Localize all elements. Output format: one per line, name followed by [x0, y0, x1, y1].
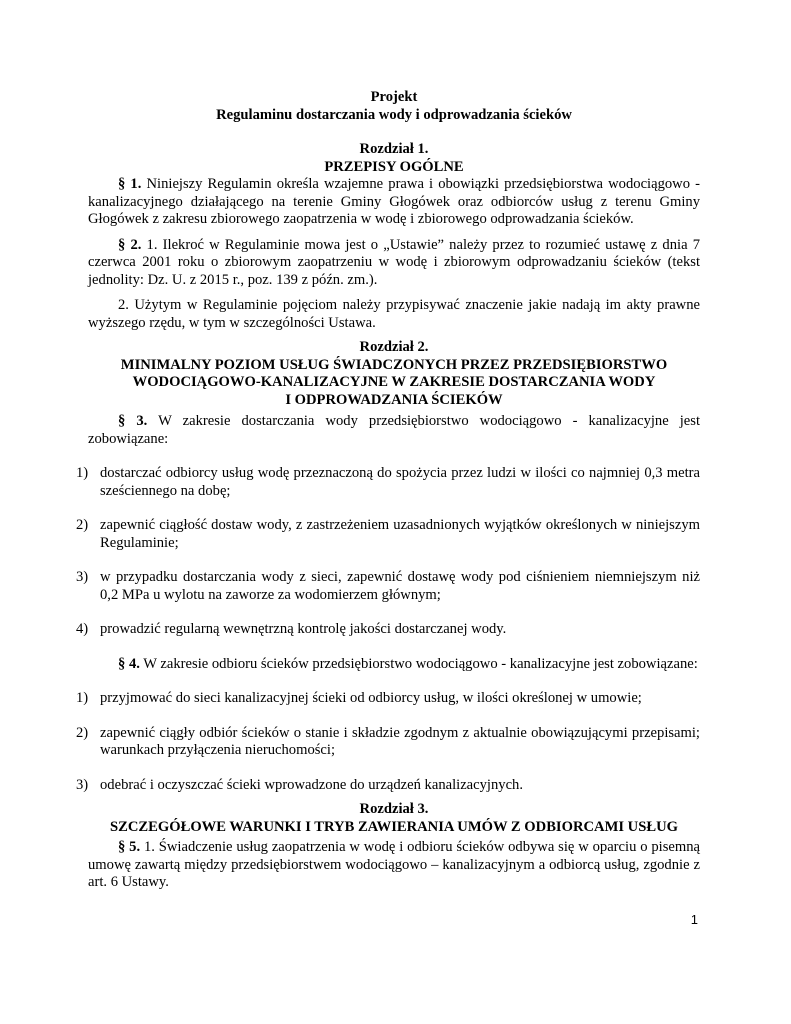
chapter-1-label: Rozdział 1.: [359, 141, 429, 157]
document-label: Projekt: [370, 89, 418, 105]
list-item-text: zapewnić ciągłość dostaw wody, z zastrzeżeniem uzasadnionych wyjątków określonych w niniejszym Regulaminie;: [100, 517, 700, 551]
section-1-text: Niniejszy Regulamin określa wzajemne prawa i obowiązki przedsiębiorstwa wodociągowo - kanalizacyjnego działającego na terenie Gminy Głogówek oraz odbiorców usług z terenu Gminy Głogówek z zakresu zbiorowego zaopatrzenia w wodę i zbiorowego odprowadzania ścieków.: [88, 176, 701, 227]
section-1: [88, 176, 700, 229]
section-4-mark: § 4.: [118, 655, 140, 672]
section-5-mark: § 5.: [118, 839, 141, 855]
list-number: 3): [76, 569, 89, 585]
section-4-item-2: [76, 724, 700, 760]
section-4-item-3: [76, 776, 700, 795]
list-number: 3): [76, 776, 89, 793]
document-body: [76, 89, 701, 892]
section-4: [88, 656, 700, 674]
section-3-item-4: [76, 621, 700, 639]
section-1-mark: § 1.: [118, 176, 142, 192]
section-3: [88, 413, 700, 448]
list-number: 2): [76, 517, 89, 533]
section-3-item-2: [76, 517, 700, 552]
section-4-text: W zakresie odbioru ścieków przedsiębiorstwo wodociągowo - kanalizacyjne jest zobowiązane:: [139, 655, 698, 672]
list-item-text: przyjmować do sieci kanalizacyjnej ścieki od odbiorcy usług, w ilości określonej w umowie;: [100, 690, 642, 706]
section-2-text: 1. Ilekroć w Regulaminie mowa jest o „Ustawie” należy przez to rozumieć ustawę z dnia 7 czerwca 2001 roku o zbiorowym zaopatrzeniu w wodę i zbiorowym odprowadzaniu ścieków (tekst jednolity: Dz. U. z 2015 r., poz. 139 z późn. zm.).: [88, 236, 701, 288]
section-5-text: 1. Świadczenie usług zaopatrzenia w wodę i odbioru ścieków odbywa się w oparciu o pisemną umowę zawartą między przedsiębiorstwem wodociągowo – kanalizacyjnym a odbiorcą usług, zgodnie z art. 6 Ustawy.: [88, 839, 701, 890]
list-number: 2): [76, 724, 89, 741]
section-3-text: W zakresie dostarczania wody przedsiębiorstwo wodociągowo - kanalizacyjne jest zobowiązane:: [88, 413, 701, 447]
chapter-2-title-line-3: I ODPROWADZANIA ŚCIEKÓW: [285, 391, 503, 408]
list-item-text: odebrać i oczyszczać ścieki wprowadzone do urządzeń kanalizacyjnych.: [100, 776, 523, 793]
list-number: 1): [76, 465, 89, 481]
chapter-2-label: Rozdział 2.: [359, 339, 429, 355]
chapter-2-title-line-2: WODOCIĄGOWO-KANALIZACYJNE W ZAKRESIE DOSTARCZANIA WODY: [132, 374, 656, 390]
list-number: 1): [76, 690, 89, 706]
section-2-paragraph-2: 2. Użytym w Regulaminie pojęciom należy przypisywać znaczenie jakie nadają im akty prawne wyższego rzędu, w tym w szczególności Ustawa.: [88, 297, 700, 331]
list-item-text: prowadzić regularną wewnętrzną kontrolę jakości dostarczanej wody.: [100, 621, 507, 637]
chapter-2-title-line-1: MINIMALNY POZIOM USŁUG ŚWIADCZONYCH PRZEZ PRZEDSIĘBIORSTWO: [120, 356, 668, 373]
section-3-mark: § 3.: [118, 413, 148, 429]
section-3-item-1: [76, 465, 700, 500]
section-2: [88, 237, 700, 290]
chapter-3-label: Rozdział 3.: [359, 801, 429, 817]
list-item-text: w przypadku dostarczania wody z sieci, zapewnić dostawę wody pod ciśnieniem niemniejszym niż 0,2 MPa u wylotu na zaworze za wodomierzem głównym;: [100, 569, 700, 603]
list-number: 4): [76, 621, 89, 637]
list-item-text: zapewnić ciągły odbiór ścieków o stanie i składzie zgodnym z aktualnie obowiązującymi przepisami; warunkach przyłączenia nieruchomości;: [100, 724, 700, 758]
chapter-3-title: SZCZEGÓŁOWE WARUNKI I TRYB ZAWIERANIA UMÓW Z ODBIORCAMI USŁUG: [110, 818, 678, 835]
document-title: Regulaminu dostarczania wody i odprowadzania ścieków: [216, 106, 572, 123]
section-5: [88, 839, 700, 892]
list-item-text: dostarczać odbiorcy usług wodę przeznaczoną do spożycia przez ludzi w ilości co najmniej 0,3 metra sześciennego na dobę;: [100, 465, 700, 499]
section-4-item-1: [76, 690, 700, 708]
page-number: 1: [690, 912, 698, 927]
section-3-item-3: [76, 569, 700, 604]
section-2-mark: § 2.: [118, 236, 142, 253]
chapter-1-title: PRZEPISY OGÓLNE: [324, 158, 464, 175]
